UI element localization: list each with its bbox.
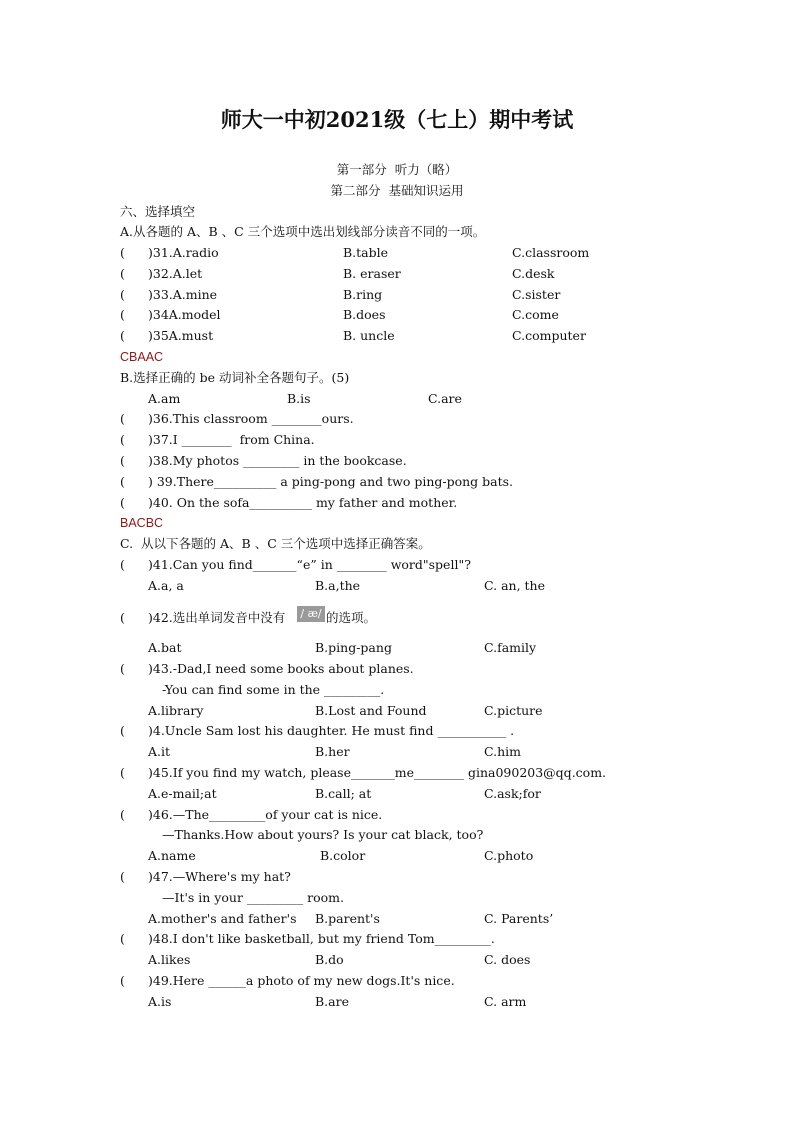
q32-option-c: C.desk [512, 266, 555, 281]
q44-option-c: C.him [484, 744, 521, 759]
q45-option-c: C.ask;for [484, 786, 541, 801]
paren: ( [120, 453, 125, 468]
paren: ( [120, 432, 125, 447]
q34-stem: )34A.model [148, 307, 221, 322]
section6-heading: 六、选择填空 [120, 204, 196, 219]
paren: ( [120, 328, 125, 343]
q41-stem: )41.Can you find_______“e” in ________ word"spell"? [148, 557, 471, 572]
paren: ( [120, 765, 125, 780]
q33-option-b: B.ring [343, 287, 383, 302]
q37-stem: )37.I ________ from China. [148, 432, 315, 447]
q49-option-c: C. arm [484, 994, 527, 1009]
q42-option-b: B.ping-pang [315, 640, 392, 655]
q49-stem: )49.Here ______a photo of my new dogs.It's nice. [148, 973, 455, 988]
answer-key-b: BACBC [120, 516, 164, 530]
q42-stem-post: 的选项。 [326, 610, 377, 625]
q42-option-a: A.bat [148, 640, 182, 655]
section-c-instruction: C. 从以下各题的 A、B 、C 三个选项中选择正确答案。 [120, 536, 431, 551]
paren: ( [120, 610, 125, 625]
q35-stem: )35A.must [148, 328, 214, 343]
q39-stem: ) 39.There__________ a ping-pong and two ping-pong bats. [148, 474, 514, 489]
paren: ( [120, 307, 125, 322]
q47-option-a: A.mother's and father's [148, 911, 297, 926]
q43-stem: )43.-Dad,I need some books about planes. [148, 661, 414, 676]
page-title: 师大一中初2021级（七上）期中考试 [220, 107, 574, 132]
paren: ( [120, 973, 125, 988]
q43-option-c: C.picture [484, 703, 543, 718]
q48-option-b: B.do [315, 952, 344, 967]
paren: ( [120, 474, 125, 489]
q31-option-c: C.classroom [512, 245, 590, 260]
section-b-instruction: B.选择正确的 be 动词补全各题句子。(5) [120, 370, 350, 385]
q41-option-b: B.a,the [315, 578, 361, 593]
q44-option-b: B.her [315, 744, 350, 759]
q42-option-c: C.family [484, 640, 537, 655]
q33-stem: )33.A.mine [148, 287, 218, 302]
phonetic-symbol: / æ/ [297, 606, 325, 622]
paren: ( [120, 245, 125, 260]
paren: ( [120, 266, 125, 281]
q49-option-b: B.are [315, 994, 349, 1009]
section-b-option-c: C.are [428, 391, 462, 406]
q45-stem: )45.If you find my watch, please_______me________ gina090203@qq.com. [148, 765, 607, 780]
q43-option-b: B.Lost and Found [315, 703, 427, 718]
q46-stem: )46.—The_________of your cat is nice. [148, 807, 383, 822]
paren: ( [120, 807, 125, 822]
paren: ( [120, 495, 125, 510]
q45-option-b: B.call; at [315, 786, 372, 801]
q44-option-a: A.it [148, 744, 171, 759]
q40-stem: )40. On the sofa__________ my father and mother. [148, 495, 458, 510]
q44-stem: )4.Uncle Sam lost his daughter. He must find ___________ . [148, 723, 515, 738]
q46-option-b: B.color [320, 848, 366, 863]
paren: ( [120, 661, 125, 676]
q35-option-c: C.computer [512, 328, 586, 343]
q34-option-c: C.come [512, 307, 559, 322]
q47-stem: )47.—Where's my hat? [148, 869, 291, 884]
section-a-instruction: A.从各题的 A、B 、C 三个选项中选出划线部分读音不同的一项。 [120, 224, 486, 239]
paren: ( [120, 287, 125, 302]
paren: ( [120, 557, 125, 572]
paren: ( [120, 869, 125, 884]
q48-option-a: A.likes [148, 952, 191, 967]
q43-option-a: A.library [148, 703, 204, 718]
q49-option-a: A.is [148, 994, 172, 1009]
q47-option-b: B.parent's [315, 911, 380, 926]
q36-stem: )36.This classroom ________ours. [148, 411, 354, 426]
paren: ( [120, 931, 125, 946]
q34-option-b: B.does [343, 307, 386, 322]
q41-option-c: C. an, the [484, 578, 545, 593]
q32-stem: )32.A.let [148, 266, 203, 281]
paren: ( [120, 411, 125, 426]
q31-option-b: B.table [343, 245, 389, 260]
q35-option-b: B. uncle [343, 328, 395, 343]
q32-option-b: B. eraser [343, 266, 401, 281]
part2-heading: 第二部分 基础知识运用 [330, 183, 464, 198]
q31-stem: )31.A.radio [148, 245, 219, 260]
section-b-option-b: B.is [287, 391, 311, 406]
paren: ( [120, 723, 125, 738]
q47-option-c: C. Parents’ [484, 911, 554, 926]
part1-heading: 第一部分 听力（略） [336, 162, 458, 177]
q33-option-c: C.sister [512, 287, 561, 302]
q42-stem-pre: )42.选出单词发音中没有 [148, 610, 286, 625]
q47-stem-2: —It's in your _________ room. [162, 890, 344, 905]
q45-option-a: A.e-mail;at [148, 786, 217, 801]
q48-option-c: C. does [484, 952, 531, 967]
q48-stem: )48.I don't like basketball, but my friend Tom_________. [148, 931, 495, 946]
q46-option-c: C.photo [484, 848, 534, 863]
q46-stem-2: —Thanks.How about yours? Is your cat black, too? [162, 827, 484, 842]
q41-option-a: A.a, a [148, 578, 184, 593]
q43-stem-2: -You can find some in the _________. [162, 682, 385, 697]
q46-option-a: A.name [148, 848, 196, 863]
section-b-option-a: A.am [148, 391, 181, 406]
answer-key-a: CBAAC [120, 350, 164, 364]
q38-stem: )38.My photos _________ in the bookcase. [148, 453, 407, 468]
